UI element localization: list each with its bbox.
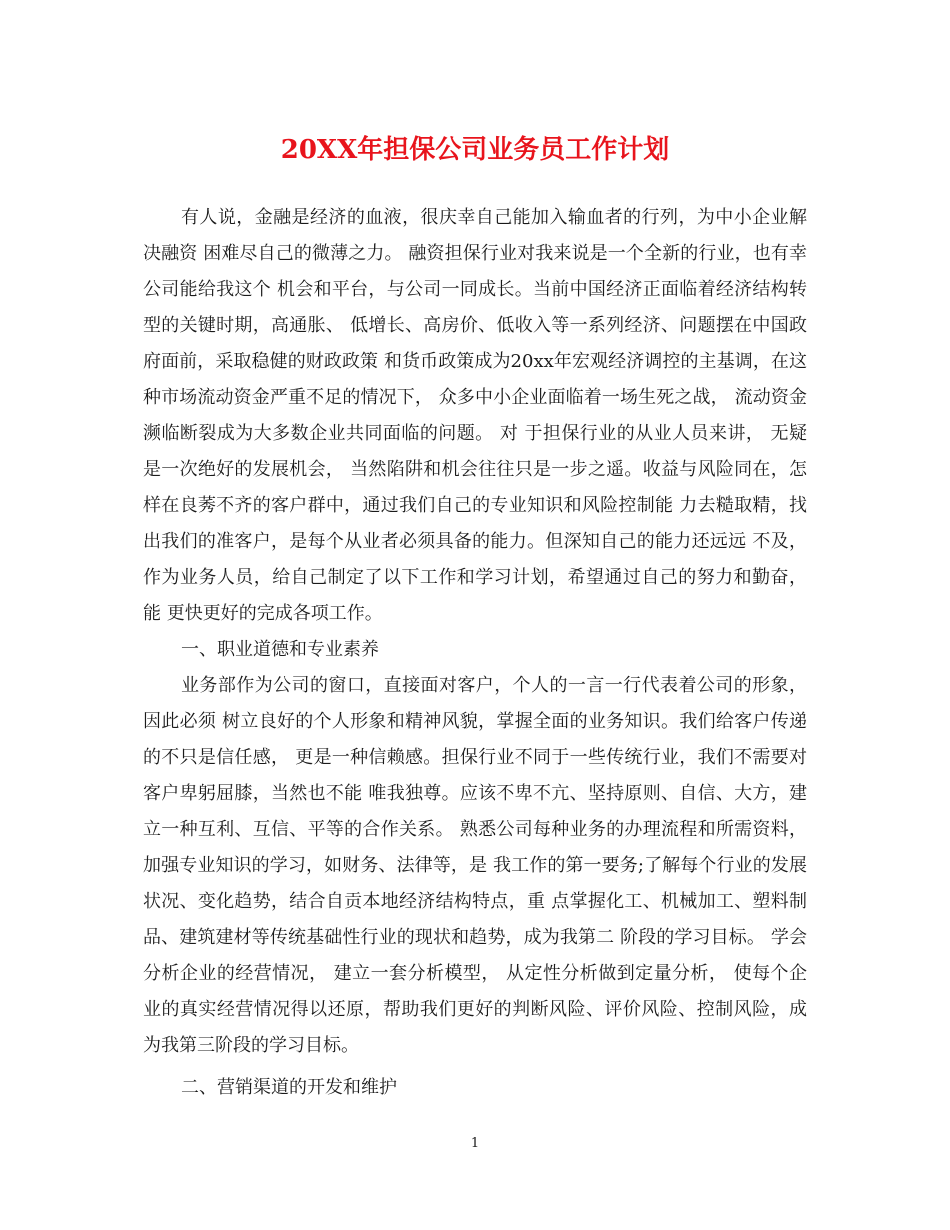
document-body [143,200,807,1106]
ethics-paragraph: 业务部作为公司的窗口，直接面对客户，个人的一言一行代表着公司的形象，因此必须 树立良好的个人形象和精神风貌，掌握全面的业务知识。我们给客户传递的不只是信任感， 更是一种信赖感。担保行业不同于一些传统行业，我们不需要对客户卑躬屈膝，当然也不能 唯我独尊。应该不卑不亢、坚持原则、自信、大方，建立一种互利、互信、平等的合作关系。 熟悉公司每种业务的办理流程和所需资料，加强专业知识的学习，如财务、法律等，是 我工作的第一要务;了解每个行业的发展状况、变化趋势，结合自贡本地经济结构特点，重 点掌握化工、机械加工、塑料制品、建筑建材等传统基础性行业的现状和趋势，成为我第二 阶段的学习目标。 学会分析企业的经营情况， 建立一套分析模型， 从定性分析做到定量分析， 使每个企业的真实经营情况得以还原，帮助我们更好的判断风险、评价风险、控制风险，成 为我第三阶段的学习目标。 [143,675,807,1056]
page-number: 1 [470,1136,480,1151]
section-heading-marketing-channels: 二、营销渠道的开发和维护 [181,1077,397,1098]
document-title: 20XX年担保公司业务员工作计划 [280,135,670,165]
section-heading-professional-ethics: 一、职业道德和专业素养 [181,639,379,660]
intro-paragraph: 有人说，金融是经济的血液，很庆幸自己能加入输血者的行列，为中小企业解决融资 困难尽自己的微薄之力。 融资担保行业对我来说是一个全新的行业，也有幸公司能给我这个 机会和平台，与公司一同成长。当前中国经济正面临着经济结构转型的关键时期，高通胀、 低增长、高房价、低收入等一系列经济、问题摆在中国政府面前，采取稳健的财政政策 和货币政策成为20xx年宏观经济调控的主基调，在这种市场流动资金严重不足的情况下， 众多中小企业面临着一场生死之战， 流动资金濒临断裂成为大多数企业共同面临的问题。 对 于担保行业的从业人员来讲， 无疑是一次绝好的发展机会， 当然陷阱和机会往往只是一步之遥。收益与风险同在，怎样在良莠不齐的客户群中，通过我们自己的专业知识和风险控制能 力去糙取精，找出我们的准客户，是每个从业者必须具备的能力。但深知自己的能力还远远 不及，作为业务人员，给自己制定了以下工作和学习计划，希望通过自己的努力和勤奋，能 更快更好的完成各项工作。 [143,207,807,624]
